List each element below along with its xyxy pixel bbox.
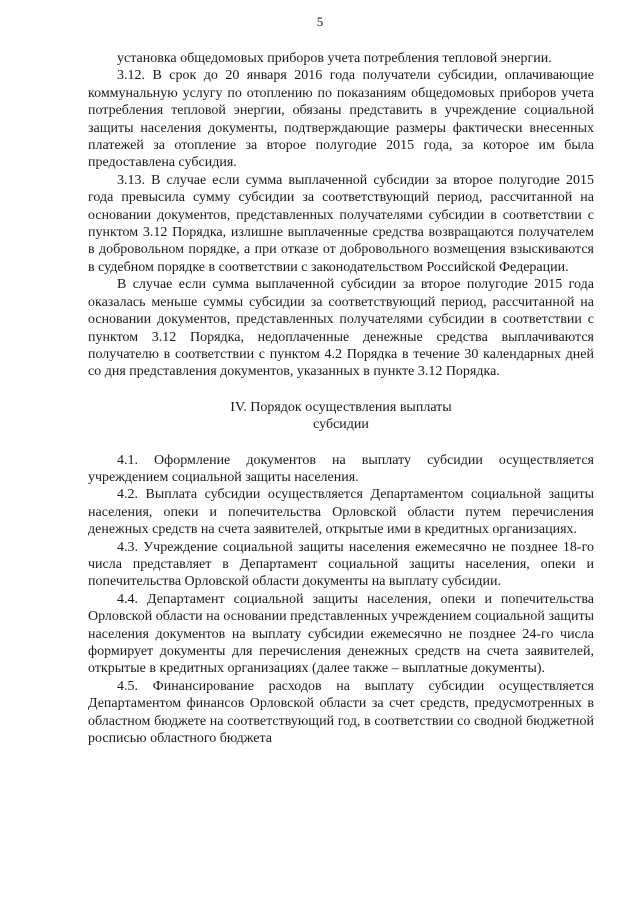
section-heading-line-1: IV. Порядок осуществления выплаты [230,399,452,415]
section-heading [88,399,594,434]
paragraph-3-12: 3.12. В срок до 20 января 2016 года получатели субсидии, оплачивающие коммунальную услугу по отоплению по показаниям общедомовых приборов учета потребления тепловой энергии, обязаны представить в учреждение социальной защиты населения документы, подтверждающие размеры фактически внесенных платежей за отопление за второе полугодие 2015 года, за которое им была предоставлена субсидия. [88,68,594,171]
paragraph-4-5: 4.5. Финансирование расходов на выплату субсидии осуществляется Департаментом финансов Орловской области за счет средств, предусмотренных в областном бюджете на соответствующий год, в соответствии со сводной бюджетной росписью областного бюджета [88,678,594,747]
paragraph-4-1: 4.1. Оформление документов на выплату субсидии осуществляется учреждением социальной защиты населения. [88,452,594,485]
paragraph-4-2: 4.2. Выплата субсидии осуществляется Департаментом социальной защиты населения, опеки и попечительства Орловской области путем перечисления денежных средств на счета заявителей, открытые ими в кредитных организациях. [88,487,594,538]
page-number: 5 [316,14,324,29]
paragraph-4-3: 4.3. Учреждение социальной защиты населения ежемесячно не позднее 18-го числа представляет в Департамент социальной защиты населения, опеки и попечительства Орловской области документы на выплату субсидии. [88,539,594,590]
section-heading-line-2: субсидии [313,417,369,433]
paragraph-3-13: 3.13. В случае если сумма выплаченной субсидии за второе полугодие 2015 года превысила сумму субсидии за соответствующий период, рассчитанной на основании документов, представленных получателями субсидии в соответствии с пунктом 3.12 Порядка, излишне выплаченные средства возвращаются получателем в добровольном порядке, а при отказе от добровольного возмещения взыскиваются в судебном порядке в соответствии с законодательством Российской Федерации. [88,172,594,275]
document-body [88,50,594,747]
paragraph-3-13-underpayment: В случае если сумма выплаченной субсидии за второе полугодие 2015 года оказалась меньше суммы субсидии за соответствующий период, рассчитанной на основании документов, представленных получателями субсидии в соответствии с пунктом 3.12 Порядка, недоплаченные денежные средства выплачиваются получателю в соответствии с пунктом 4.2 Порядка в течение 30 календарных дней со дня представления документов, указанных в пункте 3.12 Порядка. [88,277,594,380]
paragraph-continuation: установка общедомовых приборов учета потребления тепловой энергии. [117,51,552,66]
paragraph-4-4: 4.4. Департамент социальной защиты населения, опеки и попечительства Орловской области на основании представленных учреждением социальной защиты населения документов на выплату субсидии ежемесячно не позднее 24-го числа формирует документы для перечисления денежных средств на счета заявителей, открытые в кредитных организациях (далее также – выплатные документы). [88,591,594,677]
